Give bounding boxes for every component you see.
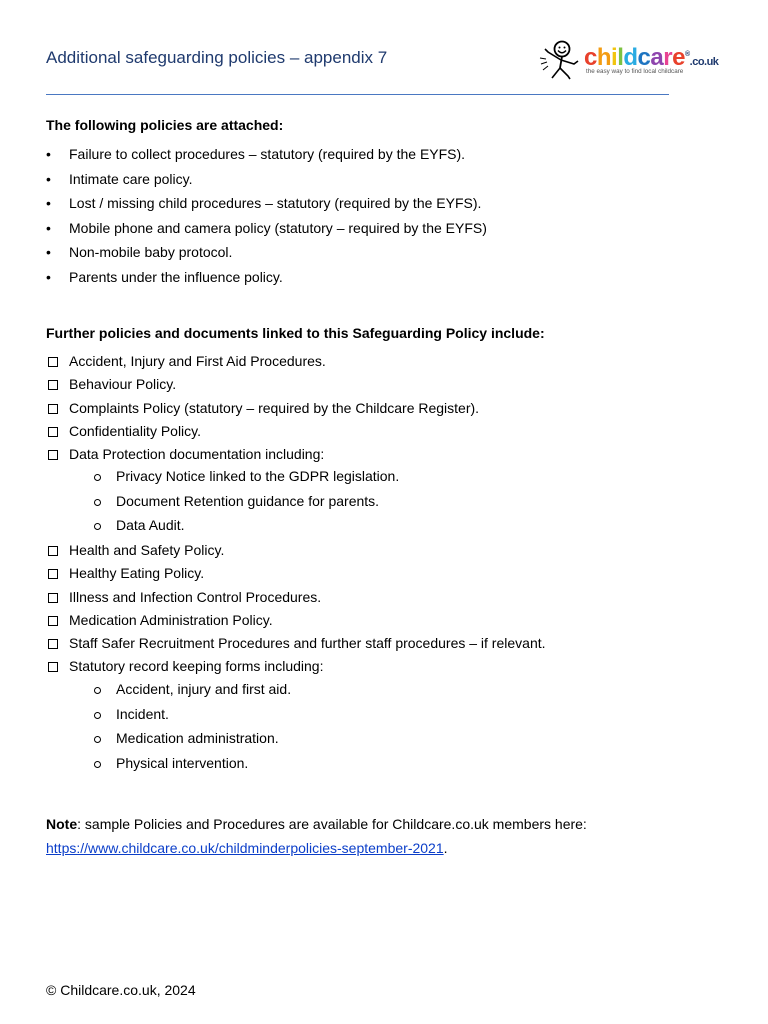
sub-list-item: Privacy Notice linked to the GDPR legislation. xyxy=(46,468,399,493)
circle-bullet-icon xyxy=(94,687,101,694)
note-label: Note xyxy=(46,816,78,832)
checkbox-icon xyxy=(48,380,58,390)
circle-bullet-icon xyxy=(94,474,101,481)
childcare-logo xyxy=(538,40,728,82)
page-title: Additional safeguarding policies – appendix 7 xyxy=(46,48,388,67)
list-item: • Non-mobile baby protocol. xyxy=(46,244,233,261)
stick-figure-icon xyxy=(538,40,582,80)
circle-bullet-icon xyxy=(94,523,101,530)
logo-letter: h xyxy=(596,44,612,71)
sub-list-item: Medication administration. xyxy=(46,730,291,755)
further-policies-list-2 xyxy=(46,542,546,682)
data-protection-sublist xyxy=(46,468,399,542)
list-item: Confidentiality Policy. xyxy=(46,423,479,446)
sub-list-item: Data Audit. xyxy=(46,517,399,542)
checkbox-icon xyxy=(48,546,58,556)
checkbox-icon xyxy=(48,569,58,579)
list-item: Healthy Eating Policy. xyxy=(46,565,546,588)
logo-suffix: .co.uk xyxy=(689,56,719,68)
sub-list-item: Document Retention guidance for parents. xyxy=(46,493,399,518)
list-item: • Mobile phone and camera policy (statutory – required by the EYFS) xyxy=(46,219,487,236)
checkbox-icon xyxy=(48,639,58,649)
list-item: Staff Safer Recruitment Procedures and further staff procedures – if relevant. xyxy=(46,635,546,658)
sub-list-item: Incident. xyxy=(46,706,291,731)
logo-tagline: the easy way to find local childcare xyxy=(586,68,684,75)
attached-policies-list xyxy=(46,146,487,294)
logo-registered-mark: ® xyxy=(684,51,690,58)
list-item: Statutory record keeping forms including: xyxy=(46,658,546,681)
logo-letter: l xyxy=(617,44,624,71)
note-text: : sample Policies and Procedures are available for Childcare.co.uk members here: xyxy=(77,816,587,832)
circle-bullet-icon xyxy=(94,736,101,743)
attached-policies-heading: The following policies are attached: xyxy=(46,117,284,133)
sub-list-item: Physical intervention. xyxy=(46,755,291,780)
list-item: • Failure to collect procedures – statutory (required by the EYFS). xyxy=(46,146,466,162)
logo-letter: a xyxy=(650,44,664,71)
logo-letter: d xyxy=(623,44,638,71)
bullet-icon: • xyxy=(46,244,51,261)
checkbox-icon xyxy=(48,662,58,672)
list-item: • Lost / missing child procedures – statutory (required by the EYFS). xyxy=(46,195,482,212)
sub-list-item: Accident, injury and first aid. xyxy=(46,681,291,706)
checkbox-icon xyxy=(48,450,58,460)
checkbox-icon xyxy=(48,427,58,437)
statutory-records-sublist xyxy=(46,681,291,779)
list-item: Illness and Infection Control Procedures. xyxy=(46,589,546,612)
logo-letter: c xyxy=(637,44,651,71)
list-item: • Parents under the influence policy. xyxy=(46,268,283,285)
logo-letters xyxy=(584,44,685,71)
checkbox-icon xyxy=(48,404,58,414)
note-trailing: . xyxy=(443,840,448,856)
bullet-icon: • xyxy=(46,170,51,187)
bullet-icon: • xyxy=(46,268,51,285)
list-item: Behaviour Policy. xyxy=(46,376,479,399)
further-policies-heading: Further policies and documents linked to this Safeguarding Policy include: xyxy=(46,325,545,341)
further-policies-list-1 xyxy=(46,353,479,469)
note-paragraph xyxy=(46,812,587,860)
checkbox-icon xyxy=(48,616,58,626)
checkbox-icon xyxy=(48,357,58,367)
circle-bullet-icon xyxy=(94,712,101,719)
circle-bullet-icon xyxy=(94,499,101,506)
bullet-icon: • xyxy=(46,195,51,212)
footer-copyright: © Childcare.co.uk, 2024 xyxy=(46,982,196,998)
list-item: Health and Safety Policy. xyxy=(46,542,546,565)
logo-letter: e xyxy=(672,44,685,71)
list-item: Medication Administration Policy. xyxy=(46,612,546,635)
logo-letter: i xyxy=(611,44,618,71)
list-item: • Intimate care policy. xyxy=(46,170,193,187)
circle-bullet-icon xyxy=(94,761,101,768)
list-item: Accident, Injury and First Aid Procedures. xyxy=(46,353,479,376)
policies-link[interactable]: https://www.childcare.co.uk/childminderpolicies-september-2021 xyxy=(46,840,444,856)
bullet-icon: • xyxy=(46,219,51,236)
logo-letter: r xyxy=(663,44,673,71)
checkbox-icon xyxy=(48,593,58,603)
list-item: Complaints Policy (statutory – required by the Childcare Register). xyxy=(46,400,479,423)
list-item: Data Protection documentation including: xyxy=(46,446,479,469)
bullet-icon: • xyxy=(46,146,51,162)
logo-letter: c xyxy=(584,44,597,71)
header-divider xyxy=(46,94,669,95)
